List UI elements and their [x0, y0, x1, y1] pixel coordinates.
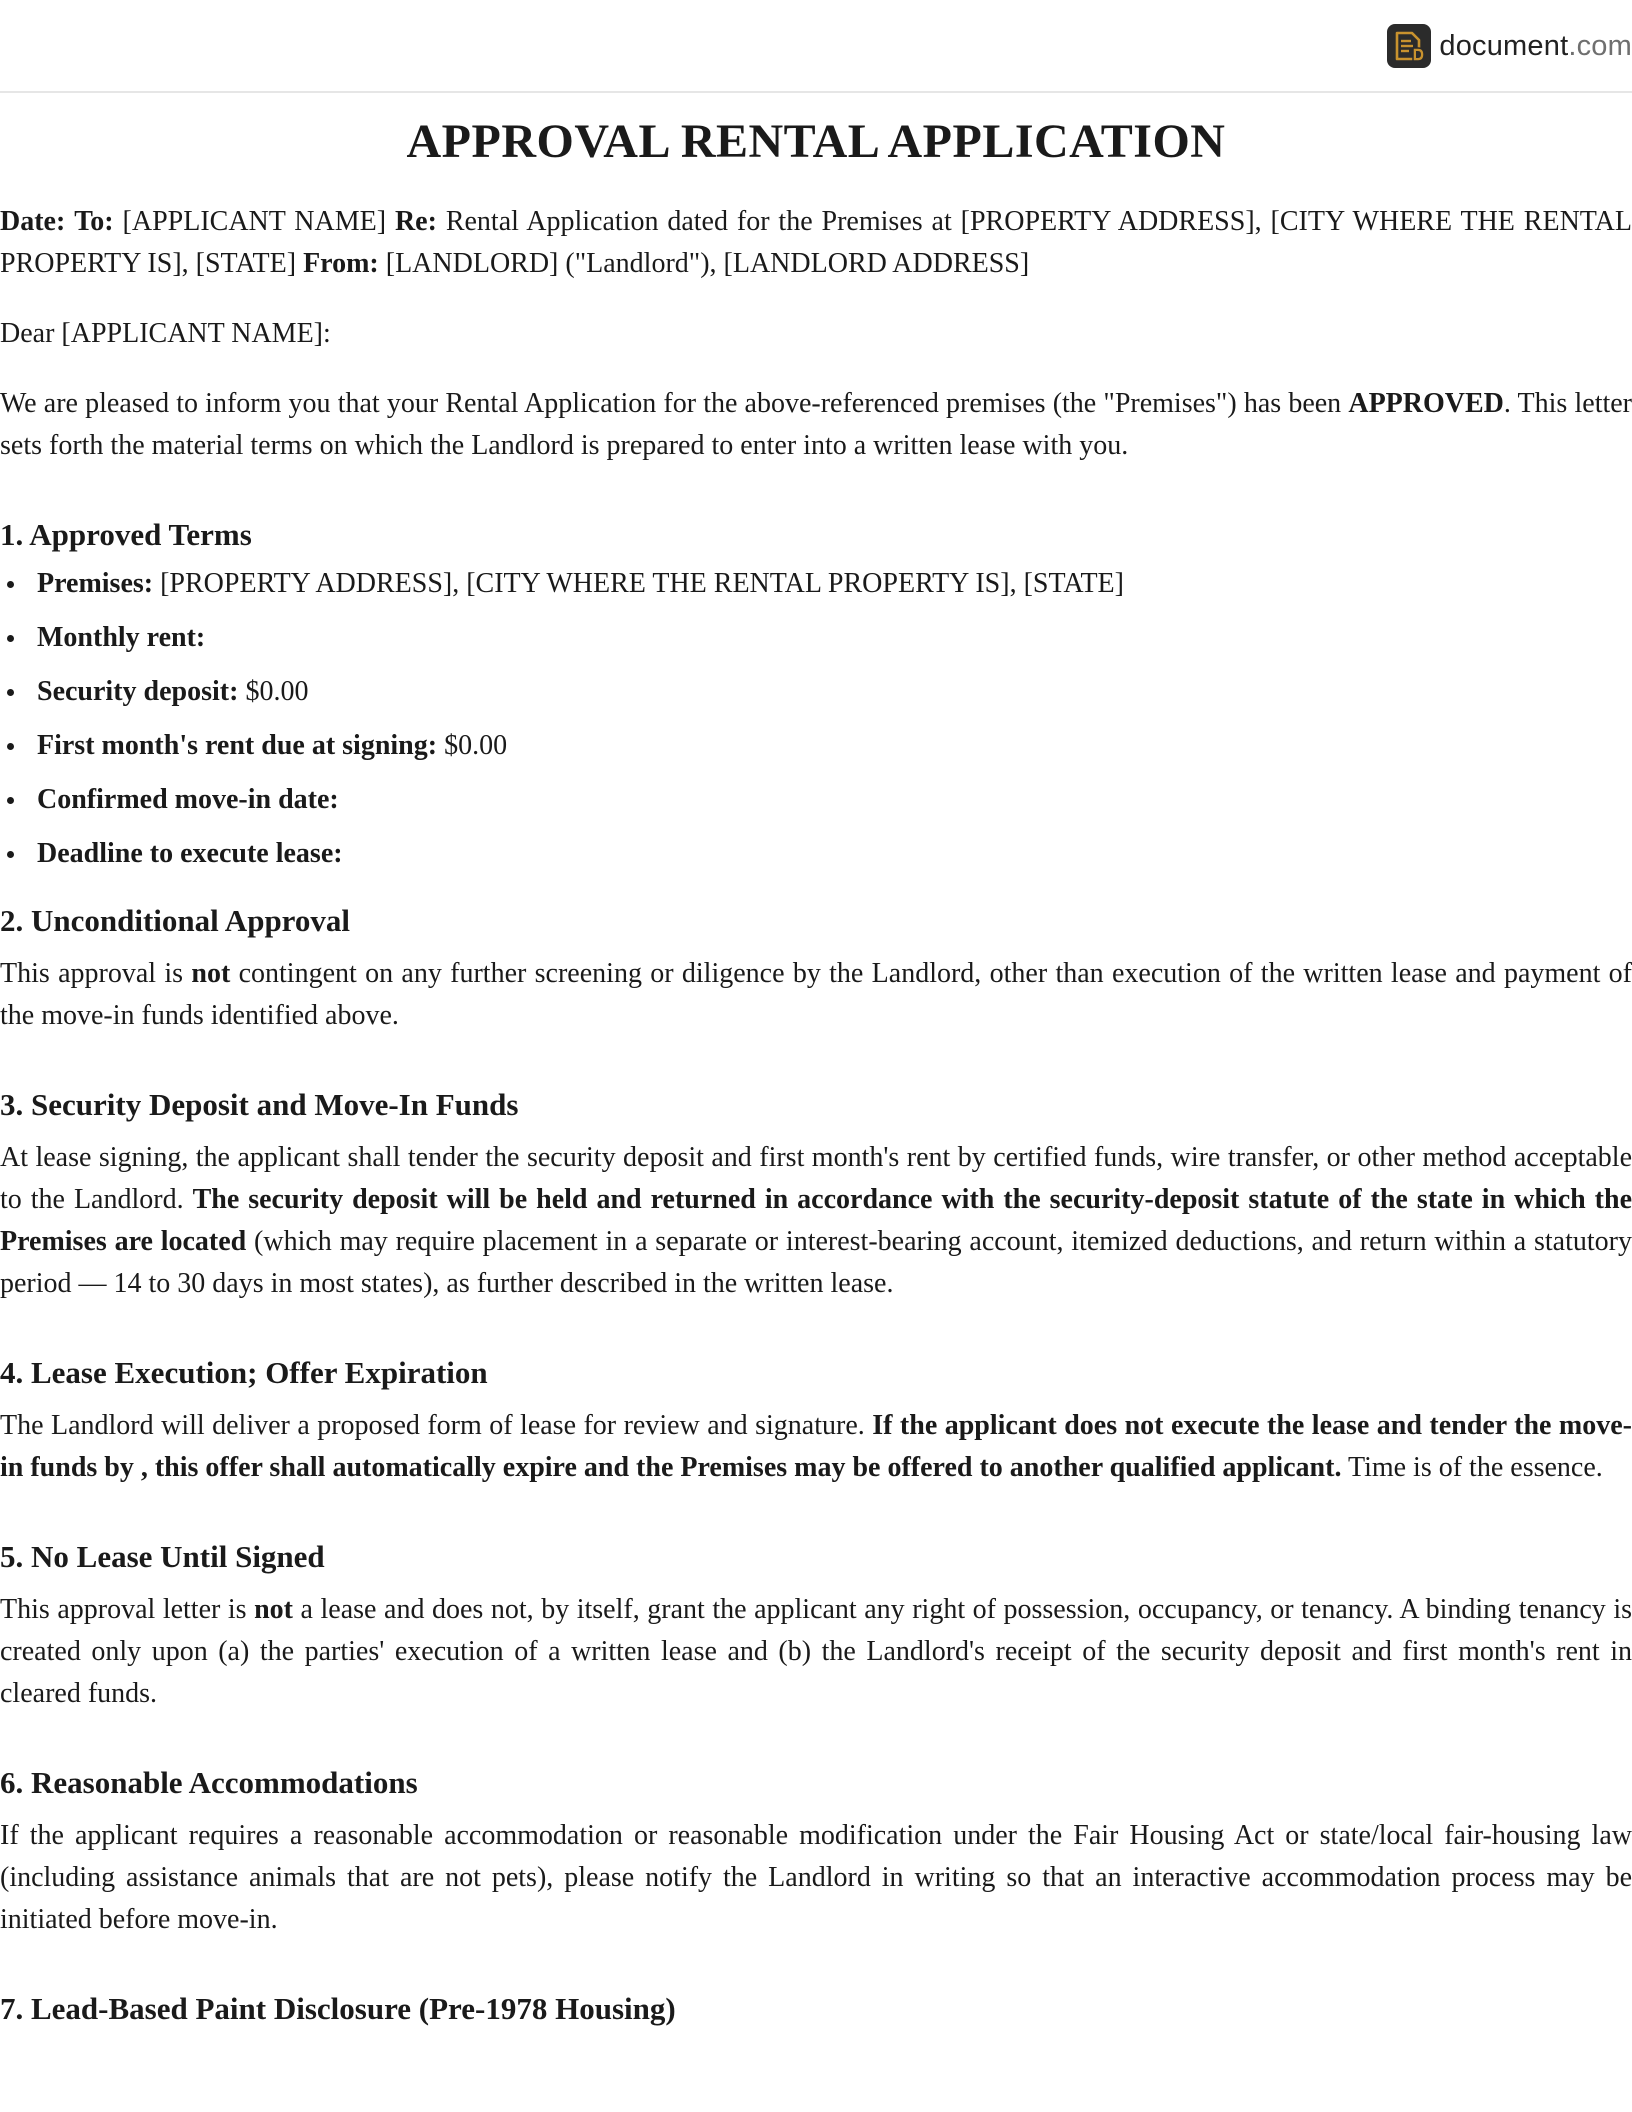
- paragraph-text: This approval is: [0, 958, 192, 989]
- paragraph-bold-text: If the applicant does not execute the lease and tender the move-in funds by , this offer shall automatically expire and the Premises may be offered to another qualified applicant.: [0, 1410, 1632, 1483]
- section-heading-unconditional-approval: 2. Unconditional Approval: [0, 903, 350, 938]
- paragraph-bold-text: not: [254, 1594, 294, 1625]
- re-label: Re:: [394, 206, 437, 237]
- paragraph-text: Time is of the essence.: [1341, 1452, 1603, 1483]
- section-heading-no-lease-until-signed: 5. No Lease Until Signed: [0, 1539, 325, 1574]
- list-item: [37, 673, 1632, 711]
- term-label: Deadline to execute lease:: [37, 838, 343, 869]
- term-value: [PROPERTY ADDRESS], [CITY WHERE THE RENTAL PROPERTY IS], [STATE]: [153, 568, 1124, 599]
- section-paragraph: [0, 1405, 1632, 1489]
- paragraph-text: This approval letter is: [0, 1594, 255, 1625]
- list-item: [37, 835, 1632, 873]
- paragraph-bold-text: The security deposit will be held and returned in accordance with the security-deposit statute of the state in which the Premises are located: [0, 1184, 1632, 1257]
- term-value: $0.00: [437, 730, 508, 761]
- list-item: [37, 727, 1632, 765]
- re-value: Rental Application dated for the Premises at [PROPERTY ADDRESS], [CITY WHERE THE RENTAL PROPERTY IS], [STATE]: [0, 206, 1632, 279]
- approved-text: APPROVED: [1348, 388, 1504, 419]
- document-title: APPROVAL RENTAL APPLICATION: [406, 115, 1226, 168]
- date-label: Date:: [0, 206, 66, 237]
- section-heading-lease-execution: 4. Lease Execution; Offer Expiration: [0, 1355, 488, 1390]
- paragraph-text: a lease and does not, by itself, grant the applicant any right of possession, occupancy, or tenancy. A binding tenancy is created only upon (a) the parties' execution of a written lease and (b) the Landlord's receipt of the security deposit and first month's rent in cleared funds.: [0, 1594, 1632, 1709]
- intro-paragraph: [0, 383, 1632, 467]
- paragraph-text: At lease signing, the applicant shall tender the security deposit and first month's rent by certified funds, wire transfer, or other method acceptable to the Landlord.: [0, 1142, 1632, 1215]
- section-heading-security-deposit: 3. Security Deposit and Move-In Funds: [0, 1087, 519, 1122]
- paragraph-text: (which may require placement in a separate or interest-bearing account, itemized deductions, and return within a statutory period — 14 to 30 days in most states), as further described in the written lease.: [0, 1226, 1632, 1299]
- approved-terms-list: [0, 565, 1632, 873]
- section-paragraph: If the applicant requires a reasonable accommodation or reasonable modification under the Fair Housing Act or state/local fair-housing law (including assistance animals that are not pets), please notify the Landlord in writing so that an interactive accommodation process may be initiated before move-in.: [0, 1820, 1632, 1935]
- term-value: $0.00: [238, 676, 309, 707]
- paragraph-text: contingent on any further screening or diligence by the Landlord, other than execution of the written lease and payment of the move-in funds identified above.: [0, 958, 1632, 1031]
- intro-text: We are pleased to inform you that your Rental Application for the above-referenced premises (the "Premises") has been: [0, 388, 1349, 419]
- brand-name: document.com: [1439, 29, 1632, 62]
- list-item: [37, 565, 1632, 603]
- top-bar: [0, 0, 1632, 93]
- section-heading-reasonable-accommodations: 6. Reasonable Accommodations: [0, 1765, 418, 1800]
- salutation: Dear [APPLICANT NAME]:: [0, 318, 331, 349]
- document-body: [0, 93, 1632, 2033]
- term-label: Security deposit:: [37, 676, 239, 707]
- section-paragraph: [0, 1137, 1632, 1305]
- brand-logo[interactable]: [1387, 24, 1632, 68]
- list-item: [37, 619, 1632, 657]
- paragraph-bold-text: not: [191, 958, 231, 989]
- term-label: Monthly rent:: [37, 622, 206, 653]
- intro-text-end: . This letter sets forth the material terms on which the Landlord is prepared to enter into a written lease with you.: [0, 388, 1632, 461]
- brand-tld: .com: [1568, 29, 1632, 62]
- section-paragraph: [0, 1589, 1632, 1715]
- term-label: Premises:: [37, 568, 154, 599]
- paragraph-text: The Landlord will deliver a proposed form of lease for review and signature.: [0, 1410, 873, 1441]
- from-label: From:: [303, 248, 379, 279]
- list-item: [37, 781, 1632, 819]
- section-paragraph: [0, 953, 1632, 1037]
- from-value: [LANDLORD] ("Landlord"), [LANDLORD ADDRESS]: [378, 248, 1030, 279]
- letter-header: [0, 201, 1632, 285]
- section-heading-approved-terms: 1. Approved Terms: [0, 517, 252, 552]
- term-label: First month's rent due at signing:: [37, 730, 438, 761]
- section-heading-lead-based-paint: 7. Lead-Based Paint Disclosure (Pre-1978 Housing): [0, 1991, 676, 2026]
- to-label: To:: [74, 206, 114, 237]
- document-logo-icon: [1387, 24, 1431, 68]
- term-label: Confirmed move-in date:: [37, 784, 339, 815]
- to-value: [APPLICANT NAME]: [113, 206, 395, 237]
